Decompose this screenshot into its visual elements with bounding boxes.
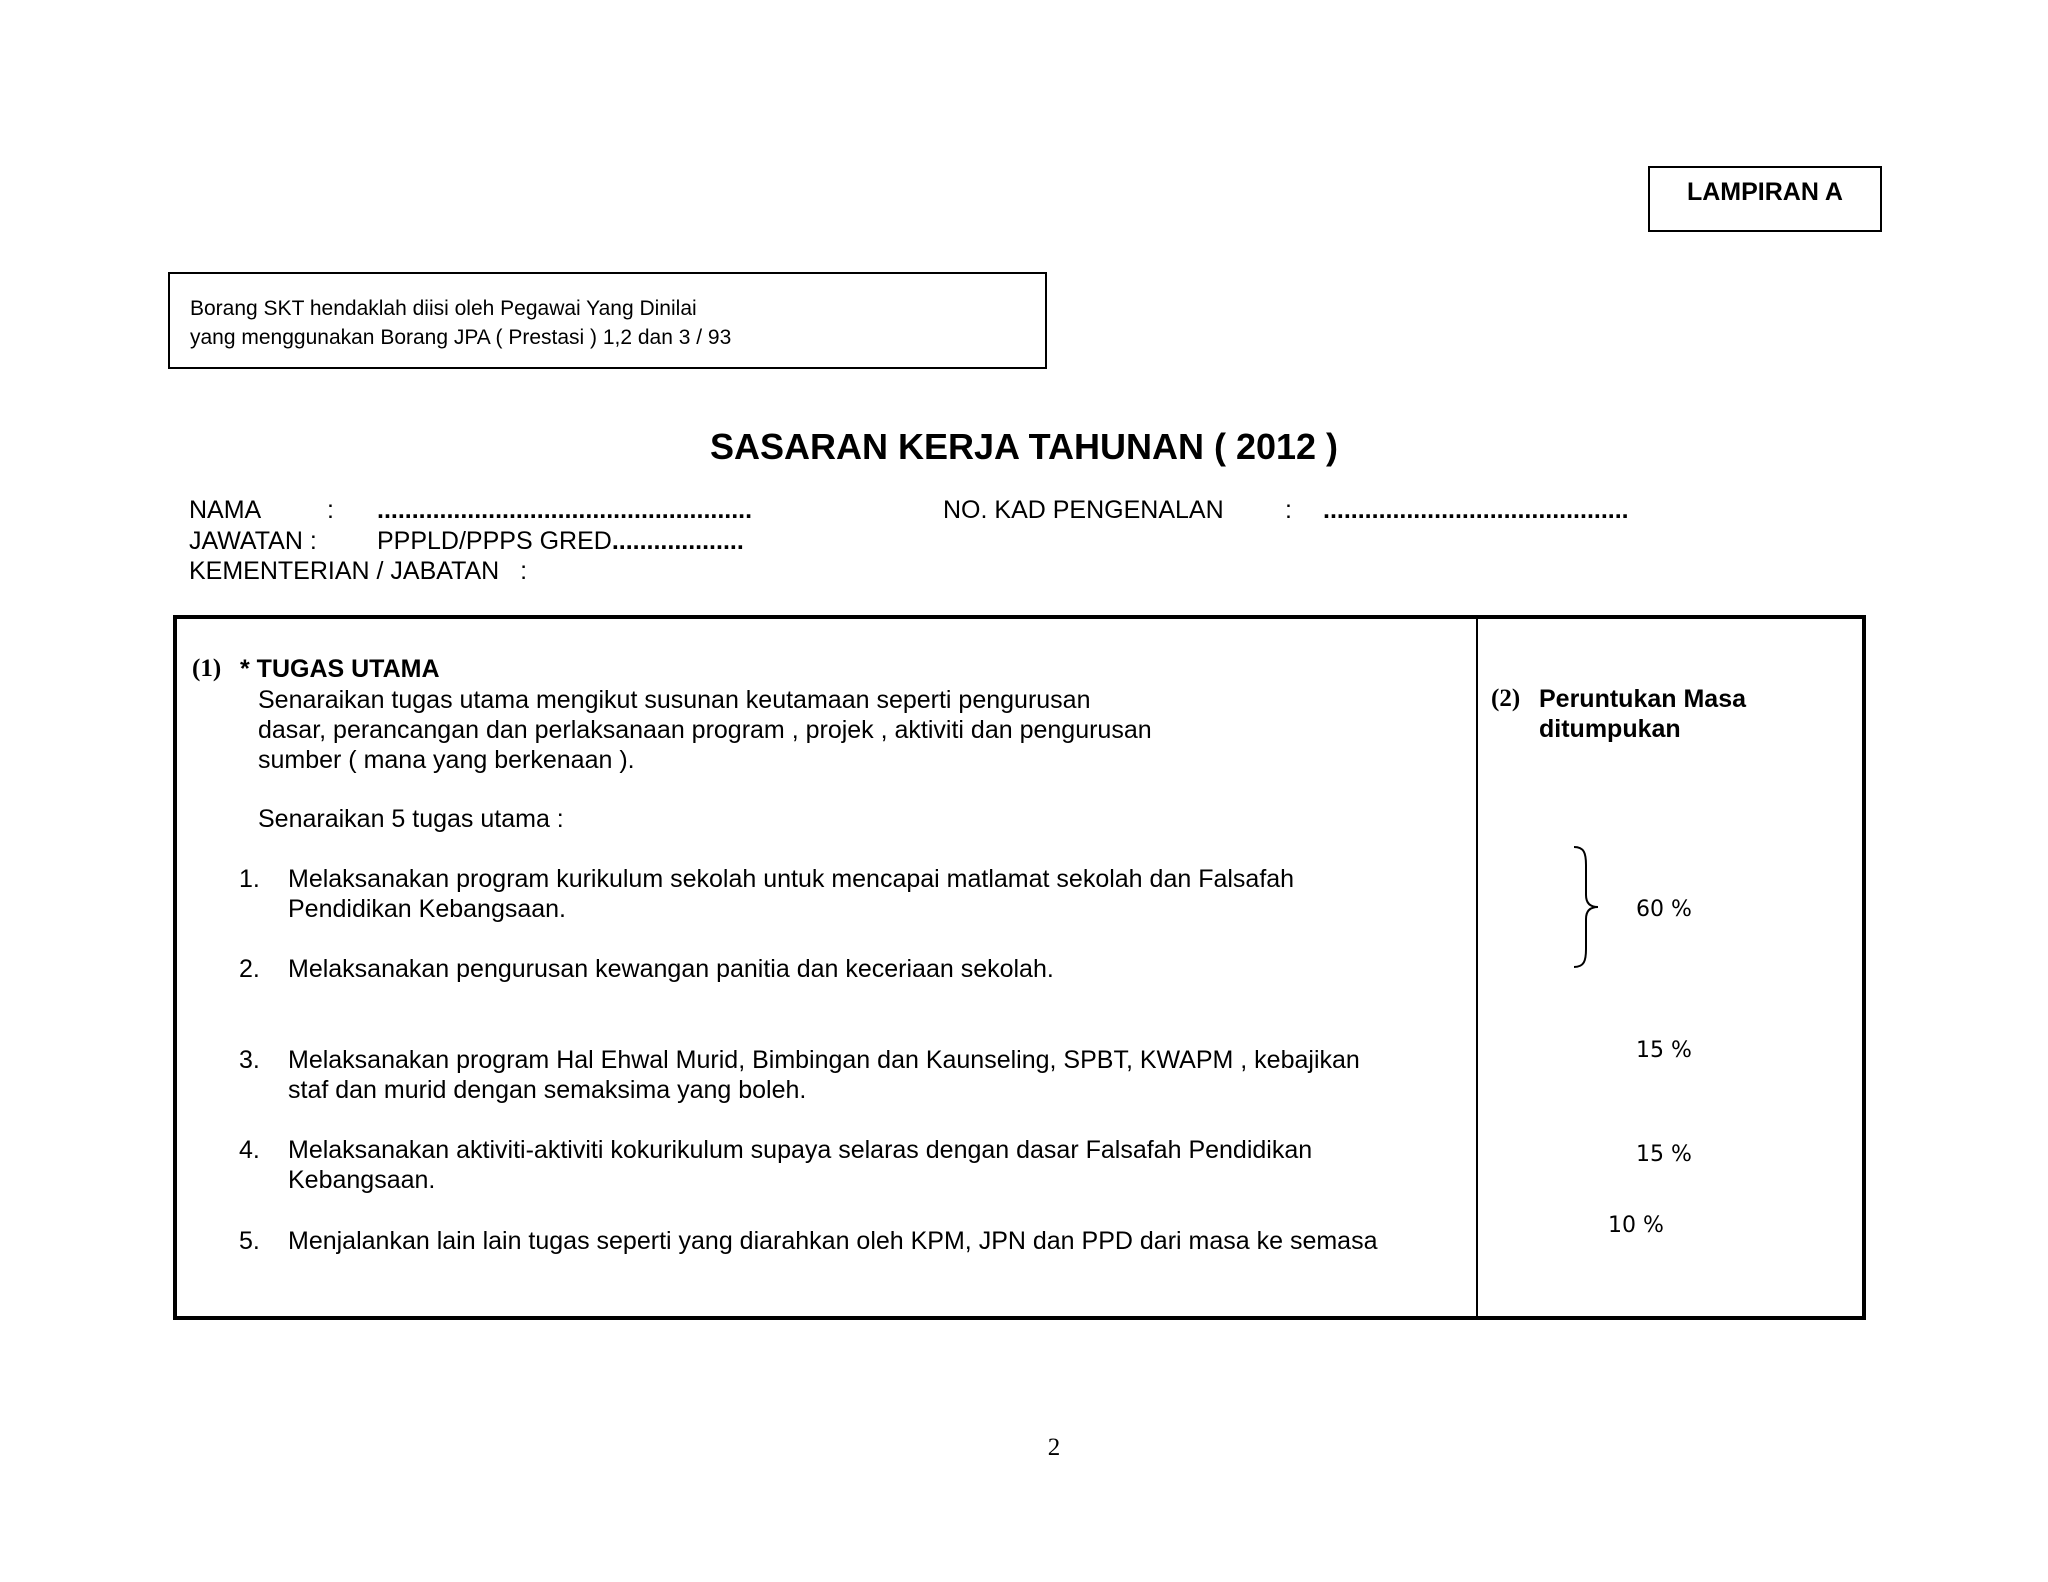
task-list-intro: Senaraikan 5 tugas utama : (258, 805, 564, 833)
section-2-heading-line-1: Peruntukan Masa (1539, 685, 1747, 713)
curly-brace-icon (1572, 845, 1602, 969)
task-2-line-1: Melaksanakan pengurusan kewangan panitia dan keceriaan sekolah. (288, 955, 1054, 983)
section-1-desc-line-2: dasar, perancangan dan perlaksanaan program , projek , aktiviti dan pengurusan (258, 716, 1152, 744)
task-5-line-1: Menjalankan lain lain tugas seperti yang diarahkan oleh KPM, JPN dan PPD dari masa ke semasa (288, 1227, 1378, 1255)
section-2-number: (2) (1491, 685, 1521, 712)
task-table (173, 615, 1866, 1320)
page-number: 2 (1047, 1434, 1061, 1461)
task-1-line-2: Pendidikan Kebangsaan. (288, 895, 567, 923)
section-1-desc-line-3: sumber ( mana yang berkenaan ). (258, 746, 635, 774)
task-4-number: 4. (239, 1136, 260, 1164)
task-5-number: 5. (239, 1227, 260, 1255)
kementerian-label: KEMENTERIAN / JABATAN : (189, 557, 528, 585)
task-3-number: 3. (239, 1046, 260, 1074)
task-4-line-2: Kebangsaan. (288, 1166, 436, 1194)
section-1-desc-line-1: Senaraikan tugas utama mengikut susunan keutamaan seperti pengurusan (258, 686, 1091, 714)
task-1-number: 1. (239, 865, 260, 893)
column-divider (1476, 619, 1478, 1316)
allocation-task-4: 15 % (1636, 1142, 1692, 1167)
task-3-line-2: staf dan murid dengan semaksima yang boleh. (288, 1076, 807, 1104)
allocation-task-5: 10 % (1608, 1213, 1664, 1238)
page-title: SASARAN KERJA TAHUNAN ( 2012 ) (709, 426, 1339, 467)
jawatan-field[interactable] (377, 526, 744, 556)
allocation-task-3: 15 % (1636, 1038, 1692, 1063)
task-2-number: 2. (239, 955, 260, 983)
task-1-line-1: Melaksanakan program kurikulum sekolah untuk mencapai matlamat sekolah dan Falsafah (288, 865, 1295, 893)
section-1-heading: * TUGAS UTAMA (240, 655, 440, 683)
ic-label: NO. KAD PENGENALAN (943, 496, 1224, 524)
jawatan-label: JAWATAN : (189, 527, 317, 555)
ic-colon: : (1285, 496, 1292, 524)
lampiran-label: LAMPIRAN A (1648, 166, 1882, 232)
jawatan-gred-dots: ................... (611, 527, 744, 555)
instruction-note (168, 272, 1047, 369)
nama-label: NAMA (189, 496, 262, 524)
nama-field[interactable]: ...................................................... (377, 496, 753, 524)
section-2-heading-line-2: ditumpukan (1539, 715, 1681, 743)
note-line-1: Borang SKT hendaklah diisi oleh Pegawai Yang Dinilai (190, 297, 697, 320)
task-3-line-1: Melaksanakan program Hal Ehwal Murid, Bimbingan dan Kaunseling, SPBT, KWAPM , kebajikan (288, 1046, 1360, 1074)
note-line-2: yang menggunakan Borang JPA ( Prestasi ) 1,2 dan 3 / 93 (190, 326, 732, 349)
task-4-line-1: Melaksanakan aktiviti-aktiviti kokurikulum supaya selaras dengan dasar Falsafah Pendidikan (288, 1136, 1313, 1164)
nama-colon: : (327, 496, 334, 524)
jawatan-value: PPPLD/PPPS GRED (377, 527, 612, 555)
allocation-tasks-1-2: 60 % (1636, 897, 1692, 922)
section-1-number: (1) (192, 655, 222, 682)
ic-number-field[interactable]: ............................................ (1323, 496, 1629, 524)
